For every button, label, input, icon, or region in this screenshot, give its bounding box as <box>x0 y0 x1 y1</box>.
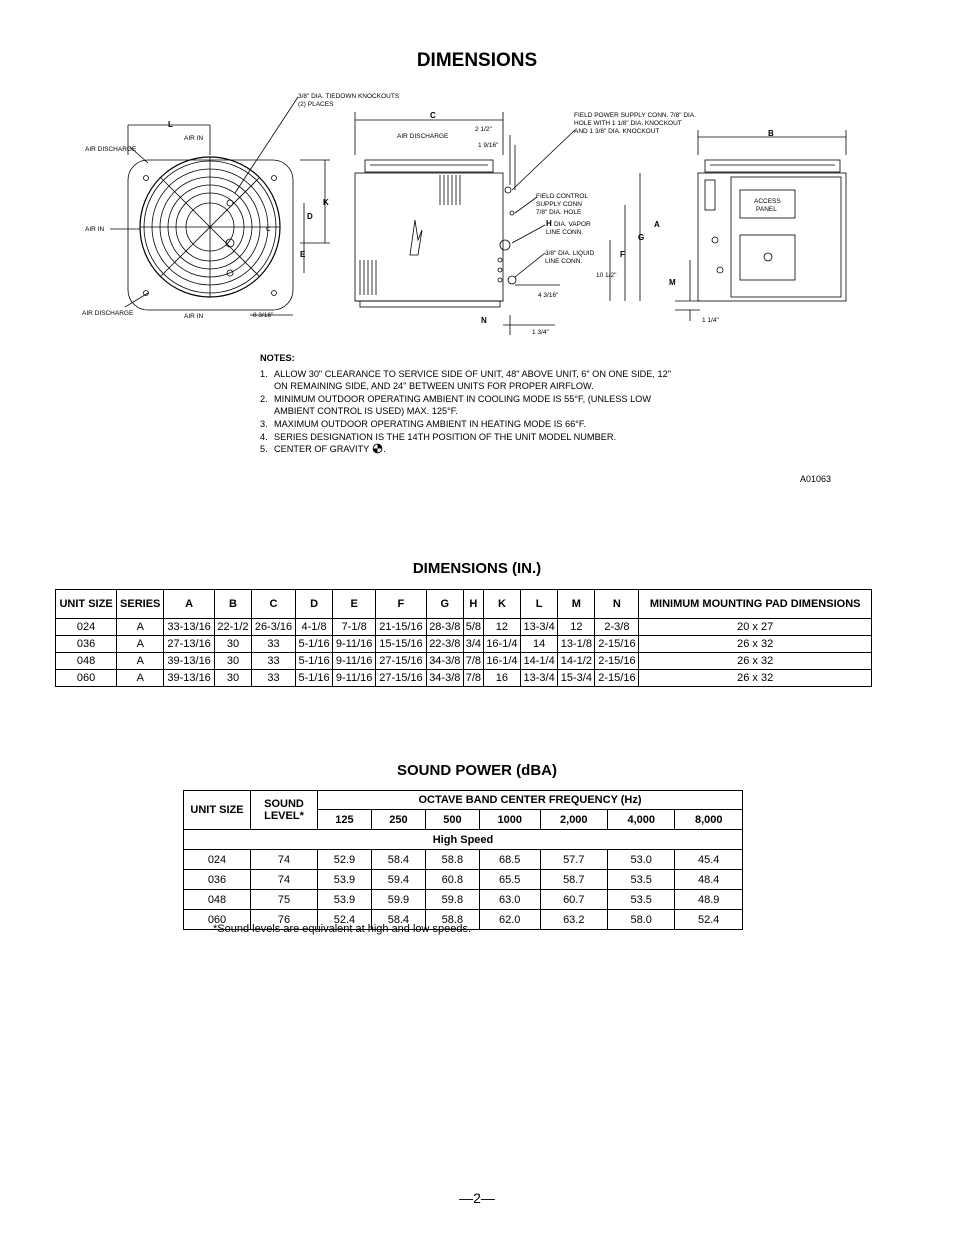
table-cell: 2-3/8 <box>595 619 639 636</box>
field-power-label: FIELD POWER SUPPLY CONN. 7/8" DIA. <box>574 112 696 119</box>
table-cell: 27-15/16 <box>376 670 427 687</box>
sound-power-title: SOUND POWER (dBA) <box>397 762 557 779</box>
dim-b-label: B <box>768 129 774 138</box>
table-row <box>184 870 743 890</box>
tiedown-label: 3/8" DIA. TIEDOWN KNOCKOUTS <box>298 93 400 100</box>
frequency-header: 500 <box>425 810 479 830</box>
dimensions-header-cell: G <box>426 590 463 619</box>
table-cell: 53.5 <box>608 870 675 890</box>
table-cell: 59.9 <box>371 890 425 910</box>
table-cell: A <box>117 653 164 670</box>
table-cell: 65.5 <box>479 870 540 890</box>
table-cell: 15-15/16 <box>376 636 427 653</box>
dimensions-header-cell: C <box>252 590 296 619</box>
table-cell: 39-13/16 <box>164 653 215 670</box>
field-control-label: FIELD CONTROL <box>536 193 589 200</box>
octave-band-header: OCTAVE BAND CENTER FREQUENCY (Hz) <box>318 791 743 810</box>
table-cell: 45.4 <box>675 850 743 870</box>
table-cell: 33-13/16 <box>164 619 215 636</box>
table-cell: 30 <box>214 636 251 653</box>
table-cell: A <box>117 670 164 687</box>
dimensions-header-cell: H <box>463 590 483 619</box>
dim-1-9-16-label: 1 9/16" <box>478 142 499 149</box>
note-item: 1. ALLOW 30" CLEARANCE TO SERVICE SIDE OF UNIT, 48" ABOVE UNIT, 6" ON ONE SIDE, 12" ON REMAINING SIDE, AND 24" BETWEEN UNITS FOR PROPER AIRFLOW. <box>260 368 671 392</box>
table-cell: 48.4 <box>675 870 743 890</box>
table-row <box>56 670 872 687</box>
table-cell: 30 <box>214 653 251 670</box>
dim-e-label: E <box>300 250 306 259</box>
frequency-header: 125 <box>318 810 372 830</box>
dim-g-label: G <box>638 233 645 242</box>
table-cell: 34-3/8 <box>426 670 463 687</box>
table-row <box>56 619 872 636</box>
note-item: 2. MINIMUM OUTDOOR OPERATING AMBIENT IN COOLING MODE IS 55°F, (UNLESS LOW AMBIENT CONTROL IS USED) MAX. 125°F. <box>260 393 651 417</box>
field-power-label: HOLE WITH 1 1/8" DIA. KNOCKOUT <box>574 120 682 127</box>
table-cell: 048 <box>56 653 117 670</box>
table-cell: 68.5 <box>479 850 540 870</box>
dimensions-header-cell: B <box>214 590 251 619</box>
dimensions-header-cell: K <box>483 590 520 619</box>
table-cell: 12 <box>483 619 520 636</box>
table-cell: 52.4 <box>675 910 743 930</box>
air-discharge-label: AIR DISCHARGE <box>397 133 449 140</box>
table-cell: 036 <box>184 870 251 890</box>
frequency-header: 8,000 <box>675 810 743 830</box>
table-cell: 2-15/16 <box>595 653 639 670</box>
table-cell: 60.7 <box>540 890 607 910</box>
table-cell: 7/8 <box>463 670 483 687</box>
sound-power-table <box>183 790 743 930</box>
table-cell: 26 x 32 <box>639 670 872 687</box>
table-cell: 16 <box>483 670 520 687</box>
figure-id: A01063 <box>800 474 832 484</box>
table-cell: 48.9 <box>675 890 743 910</box>
table-cell: 5/8 <box>463 619 483 636</box>
dim-1-1-4-label: 1 1/4" <box>702 317 719 324</box>
table-cell: 2-15/16 <box>595 670 639 687</box>
dim-d-label: D <box>307 212 313 221</box>
dim-8-3-16-label: 8 3/16" <box>253 312 274 319</box>
dim-n-label: N <box>481 316 487 325</box>
table-cell: 060 <box>56 670 117 687</box>
dim-c-label: C <box>430 111 436 120</box>
table-cell: 30 <box>214 670 251 687</box>
table-cell: 16-1/4 <box>483 636 520 653</box>
note-item: 5. CENTER OF GRAVITY . <box>260 444 386 455</box>
center-of-gravity-icon <box>372 443 383 454</box>
access-panel-label: ACCESS <box>754 198 781 205</box>
dim-1-3-4-label: 1 3/4" <box>532 329 549 336</box>
dim-a-label: A <box>654 220 660 229</box>
air-discharge-label: AIR DISCHARGE <box>82 310 134 317</box>
dimensions-header-cell: M <box>558 590 595 619</box>
liquid-line-label: LINE CONN. <box>545 258 583 265</box>
table-cell: 76 <box>251 910 318 930</box>
table-cell: 9-11/16 <box>333 636 376 653</box>
tiedown-sublabel: (2) PLACES <box>298 101 334 108</box>
table-cell: 27-15/16 <box>376 653 427 670</box>
table-cell: 7/8 <box>463 653 483 670</box>
vapor-line-label: DIA. VAPOR <box>554 221 591 228</box>
table-cell: 52.4 <box>318 910 372 930</box>
table-cell: 14-1/2 <box>558 653 595 670</box>
note-item: 4. SERIES DESIGNATION IS THE 14TH POSITION OF THE UNIT MODEL NUMBER. <box>260 431 617 442</box>
table-cell: 5-1/16 <box>295 670 332 687</box>
table-cell: 58.8 <box>425 850 479 870</box>
table-cell: 28-3/8 <box>426 619 463 636</box>
table-cell: 9-11/16 <box>333 653 376 670</box>
table-cell: 12 <box>558 619 595 636</box>
table-cell: 59.8 <box>425 890 479 910</box>
table-cell: 4-1/8 <box>295 619 332 636</box>
table-cell: 024 <box>56 619 117 636</box>
table-cell: 21-15/16 <box>376 619 427 636</box>
table-cell: 33 <box>252 636 296 653</box>
unit-dimension-diagram <box>60 85 880 340</box>
dim-m-label: M <box>669 278 676 287</box>
dimensions-header-cell: SERIES <box>117 590 164 619</box>
dimensions-header-cell: MINIMUM MOUNTING PAD DIMENSIONS <box>639 590 872 619</box>
note-item: 3. MAXIMUM OUTDOOR OPERATING AMBIENT IN HEATING MODE IS 66°F. <box>260 418 586 429</box>
table-cell: 14 <box>521 636 558 653</box>
dim-h-label: H <box>546 219 552 228</box>
table-cell: 2-15/16 <box>595 636 639 653</box>
dimensions-header-cell: UNIT SIZE <box>56 590 117 619</box>
table-cell: 74 <box>251 870 318 890</box>
table-cell: 33 <box>252 653 296 670</box>
air-in-label: AIR IN <box>184 313 204 320</box>
dimensions-header-cell: D <box>295 590 332 619</box>
table-cell: 26-3/16 <box>252 619 296 636</box>
page-number: —2— <box>459 1190 495 1206</box>
table-cell: 39-13/16 <box>164 670 215 687</box>
table-cell: 53.0 <box>608 850 675 870</box>
dim-10-1-2-label: 10 1/2" <box>596 272 617 279</box>
table-row <box>56 636 872 653</box>
table-cell: 52.9 <box>318 850 372 870</box>
table-cell: 15-3/4 <box>558 670 595 687</box>
dimensions-header-cell: E <box>333 590 376 619</box>
table-cell: 75 <box>251 890 318 910</box>
liquid-line-label: 3/8" DIA. LIQUID <box>545 250 595 257</box>
speed-label: High Speed <box>184 830 743 850</box>
table-cell: 22-3/8 <box>426 636 463 653</box>
table-cell: 036 <box>56 636 117 653</box>
dimensions-header-cell: A <box>164 590 215 619</box>
unit-size-header: UNIT SIZE <box>184 791 251 830</box>
table-cell: 63.0 <box>479 890 540 910</box>
table-cell: 26 x 32 <box>639 653 872 670</box>
table-cell: 58.4 <box>371 910 425 930</box>
table-cell: 63.2 <box>540 910 607 930</box>
table-cell: 7-1/8 <box>333 619 376 636</box>
table-cell: 59.4 <box>371 870 425 890</box>
table-cell: 048 <box>184 890 251 910</box>
table-row <box>184 890 743 910</box>
table-cell: 13-3/4 <box>521 670 558 687</box>
table-cell: 3/4 <box>463 636 483 653</box>
dim-2-1-2-label: 2 1/2" <box>475 126 492 133</box>
dimensions-table <box>55 589 872 687</box>
table-cell: 5-1/16 <box>295 653 332 670</box>
access-panel-label: PANEL <box>756 206 777 213</box>
table-cell: 34-3/8 <box>426 653 463 670</box>
sound-footnote: *Sound levels are equivalent at high and low speeds. <box>213 923 472 935</box>
table-cell: 33 <box>252 670 296 687</box>
table-cell: A <box>117 636 164 653</box>
table-cell: 16-1/4 <box>483 653 520 670</box>
air-in-label: AIR IN <box>184 135 204 142</box>
dim-4-3-16-label: 4 3/16" <box>538 292 559 299</box>
vapor-line-label: LINE CONN. <box>546 229 584 236</box>
table-cell: 58.0 <box>608 910 675 930</box>
centerline-label: C <box>266 226 271 233</box>
table-cell: 024 <box>184 850 251 870</box>
sound-level-header: SOUND LEVEL* <box>251 791 318 830</box>
top-view <box>110 97 330 315</box>
table-cell: 14-1/4 <box>521 653 558 670</box>
table-cell: 9-11/16 <box>333 670 376 687</box>
table-cell: 27-13/16 <box>164 636 215 653</box>
table-cell: 53.9 <box>318 890 372 910</box>
notes-section <box>260 352 680 456</box>
dim-l-label: L <box>168 120 173 129</box>
table-cell: 22-1/2 <box>214 619 251 636</box>
frequency-header: 2,000 <box>540 810 607 830</box>
table-cell: 53.9 <box>318 870 372 890</box>
table-cell: 060 <box>184 910 251 930</box>
table-cell: 26 x 32 <box>639 636 872 653</box>
field-control-label: SUPPLY CONN <box>536 201 582 208</box>
table-cell: 13-3/4 <box>521 619 558 636</box>
dim-k-label: K <box>323 198 329 207</box>
dimensions-header-cell: F <box>376 590 427 619</box>
table-row <box>184 850 743 870</box>
table-row <box>56 653 872 670</box>
dim-f-label: F <box>620 250 625 259</box>
table-cell: 57.7 <box>540 850 607 870</box>
notes-heading: NOTES: <box>260 353 295 363</box>
table-cell: 62.0 <box>479 910 540 930</box>
page-title: DIMENSIONS <box>416 50 538 71</box>
dimensions-title: DIMENSIONS (IN.) <box>412 560 542 577</box>
frequency-header: 1000 <box>479 810 540 830</box>
air-discharge-label: AIR DISCHARGE <box>85 146 137 153</box>
dimensions-header-cell: N <box>595 590 639 619</box>
field-control-label: 7/8" DIA. HOLE <box>536 209 582 216</box>
front-view <box>675 130 846 321</box>
field-power-label: AND 1 3/8" DIA. KNOCKOUT <box>574 128 660 135</box>
table-cell: 58.7 <box>540 870 607 890</box>
frequency-header: 4,000 <box>608 810 675 830</box>
frequency-header: 250 <box>371 810 425 830</box>
table-cell: 13-1/8 <box>558 636 595 653</box>
table-cell: 20 x 27 <box>639 619 872 636</box>
table-cell: 5-1/16 <box>295 636 332 653</box>
table-cell: 58.4 <box>371 850 425 870</box>
table-cell: A <box>117 619 164 636</box>
table-cell: 74 <box>251 850 318 870</box>
table-cell: 53.5 <box>608 890 675 910</box>
dimensions-header-cell: L <box>521 590 558 619</box>
table-cell: 60.8 <box>425 870 479 890</box>
table-cell: 58.8 <box>425 910 479 930</box>
air-in-label: AIR IN <box>85 226 105 233</box>
